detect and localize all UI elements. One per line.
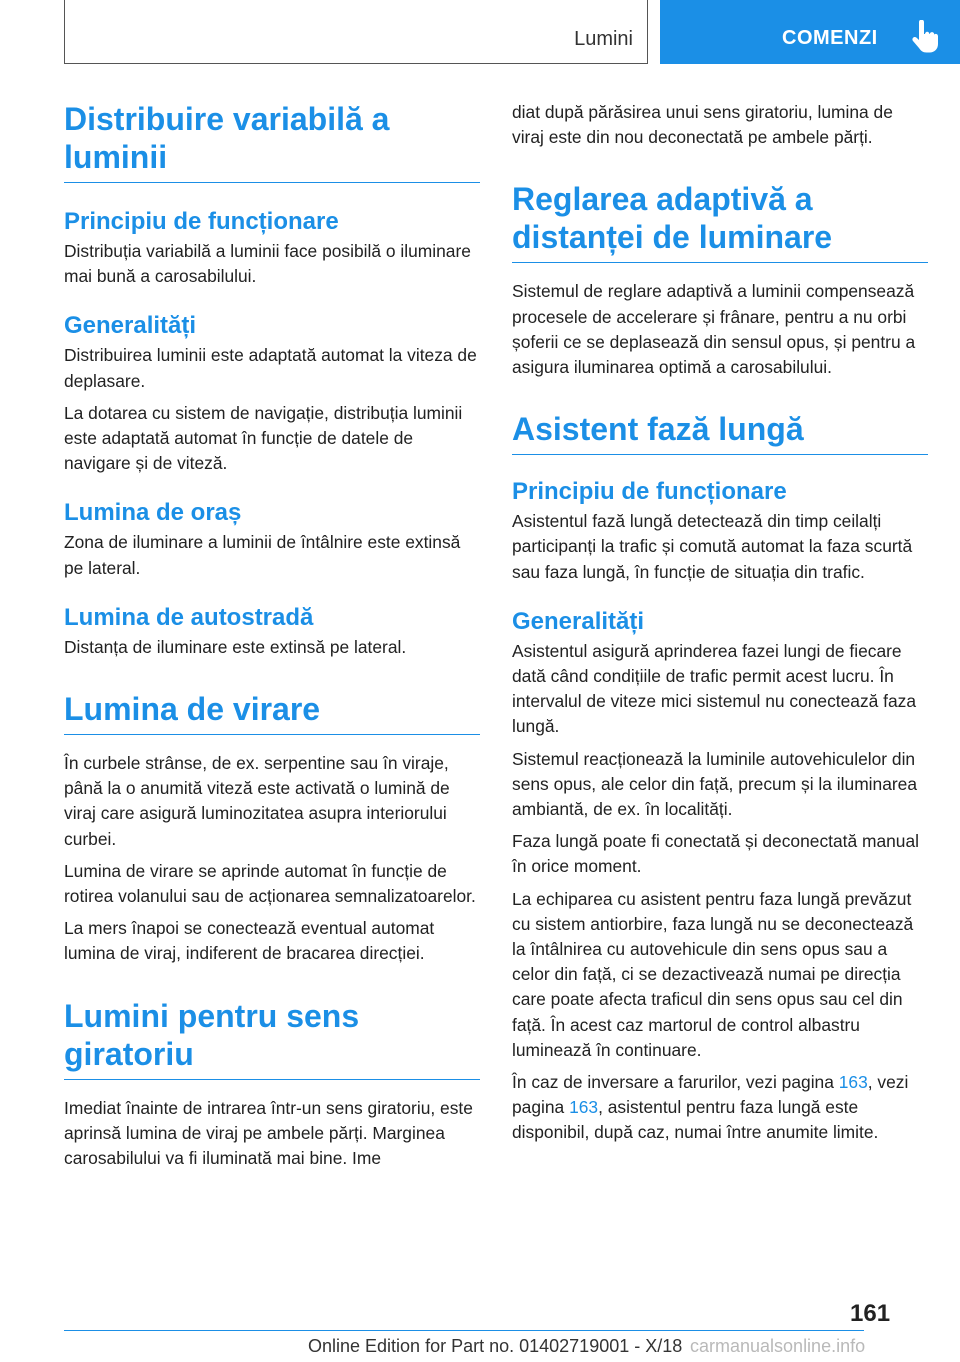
watermark: carmanualsonline.info xyxy=(690,1336,866,1356)
paragraph-lumina-oras: Zona de iluminare a luminii de întâlnire este extinsă pe lateral. xyxy=(64,532,461,578)
heading-reglarea-adaptiva: Reglarea adaptivă a distanței de luminare xyxy=(512,180,928,263)
paragraph-generalitati-asistent-3: Faza lungă poate fi conectată și deconectată manual în orice moment. xyxy=(512,831,920,877)
footer-edition: Online Edition for Part no. 01402719001 - X/18 xyxy=(308,1336,683,1356)
text-inversare-a: În caz de inversare a farurilor, vezi pagina xyxy=(512,1072,839,1093)
page-link-163[interactable]: 163 xyxy=(838,1072,868,1093)
paragraph-inversare-faruri xyxy=(512,1070,928,1146)
right-column xyxy=(512,100,928,1146)
subheading-principiu-functionare-asistent: Principiu de funcționare xyxy=(512,478,787,506)
header-section-box xyxy=(64,0,648,64)
page-link-163-second[interactable]: 163 xyxy=(569,1097,599,1118)
heading-distribuire-variabila: Distribuire variabilă a luminii xyxy=(64,100,480,183)
paragraph-virare-3: La mers înapoi se conectează eventual automat lumina de viraj, indiferent de bracarea direcției. xyxy=(64,918,435,964)
header-tab-label: COMENZI xyxy=(782,27,878,49)
subheading-lumina-oras: Lumina de oraș xyxy=(64,499,242,527)
text-inversare-b: , vezi pagina xyxy=(512,1072,909,1118)
heading-lumina-virare: Lumina de virare xyxy=(64,690,480,735)
text-inversare-c: , asistentul pentru faza lungă este disponibil, după caz, numai între anumite limite. xyxy=(512,1097,879,1143)
header-section-title: Lumini xyxy=(574,28,633,50)
subheading-principiu-functionare: Principiu de funcționare xyxy=(64,208,339,235)
paragraph-virare-1: În curbele strânse, de ex. serpentine sau în viraje, până la o anumită viteză este activată o lumină de viraj care asigură luminozitatea asupra interiorului curbei. xyxy=(64,753,450,849)
left-column xyxy=(64,100,480,1171)
paragraph-giratoriu: Imediat înainte de intrarea într-un sens giratoriu, este aprinsă lumina de viraj pe ambele părți. Marginea carosabilului va fi iluminată mai bine. Ime xyxy=(64,1097,473,1169)
paragraph-generalitati-asistent-1: Asistentul asigură aprinderea fazei lungi de fiecare dată când condițiile de trafic permit acest lucru. În intervalul de viteze mici sistemul nu conectează faza lungă. xyxy=(512,640,917,737)
heading-lumini-sens-giratoriu: Lumini pentru sens giratoriu xyxy=(64,997,480,1080)
paragraph-virare-2: Lumina de virare se aprinde automat în funcție de rotirea volanului sau de acționarea semnalizatoarelor. xyxy=(64,860,476,907)
paragraph-lumina-autostrada: Distanța de iluminare este extinsă pe lateral. xyxy=(64,636,407,657)
subheading-lumina-autostrada: Lumina de autostradă xyxy=(64,603,314,631)
header-tab-comenzi[interactable] xyxy=(660,0,960,64)
subheading-generalitati-asistent: Generalități xyxy=(512,607,645,635)
paragraph-generalitati-asistent-2: Sistemul reacționează la luminile autovehiculelor din sens opus, ale celor din față, precum și la iluminarea ambiantă, de ex. în localități. xyxy=(512,748,918,820)
paragraph-giratoriu-continued: diat după părăsirea unui sens giratoriu, lumina de viraj este din nou deconectată pe ambele părți. xyxy=(512,102,893,148)
subheading-generalitati: Generalități xyxy=(64,312,197,340)
paragraph-reglarea: Sistemul de reglare adaptivă a luminii compensează procesele de accelerare și frânare, pentru a nu orbi șoferii ce se deplasează din sensul opus, și pentru a asigura iluminarea optimă a carosabilului. xyxy=(512,281,916,378)
paragraph-principiu-asistent: Asistentul fază lungă detectează din timp ceilalți participanți la trafic și comută automat la faza scurtă sau faza lungă, în funcție de situația din trafic. xyxy=(512,511,913,582)
page-number: 161 xyxy=(850,1300,891,1327)
pointing-hand-icon xyxy=(910,20,938,54)
paragraph-generalitati-asistent-4: La echiparea cu asistent pentru faza lungă prevăzut cu sistem antiorbire, faza lungă nu se deconectează la întâlnirea cu autovehicule din sens opus sau a celor din față, ci se dezactivează numai pe direcția care poate afecta traficul din sens opus sau cel din față. În acest caz martorul de control albastru luminează în continuare. xyxy=(512,888,914,1060)
paragraph-principiu: Distribuția variabilă a luminii face posibilă o iluminare mai bună a carosabilului. xyxy=(64,241,471,287)
paragraph-generalitati-1: Distribuirea luminii este adaptată automat la viteza de deplasare. xyxy=(64,345,477,391)
paragraph-generalitati-2: La dotarea cu sistem de navigație, distribuția luminii este adaptată automat în funcție de datele de navigare și de viteză. xyxy=(64,402,463,474)
footer-divider xyxy=(64,1330,864,1331)
heading-asistent-faza-lunga: Asistent fază lungă xyxy=(512,410,928,455)
